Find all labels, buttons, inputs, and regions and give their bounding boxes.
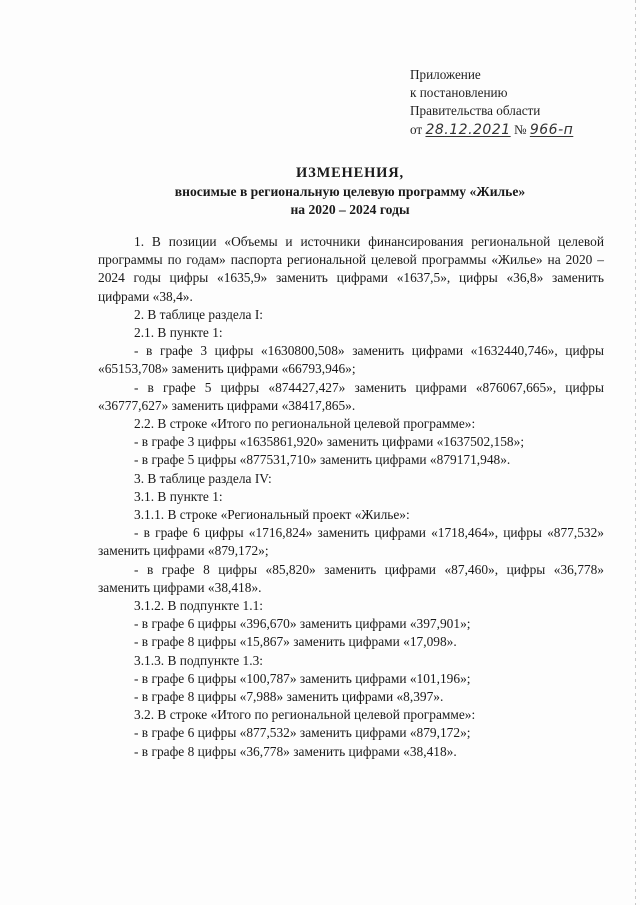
document-title-block [100, 163, 600, 219]
paragraph-3-2: 3.2. В строке «Итого по региональной целевой программе»: [134, 707, 476, 723]
paragraph-3-2-b: - в графе 8 цифры «36,778» заменить цифрами «38,418». [134, 743, 457, 759]
appendix-line-2: к постановлению [410, 85, 508, 101]
paragraph-2-1: 2.1. В пункте 1: [134, 325, 223, 341]
paragraph-3-1-2-a: - в графе 6 цифры «396,670» заменить цифрами «397,901»; [134, 616, 471, 632]
document-subtitle-line-2: на 2020 – 2024 годы [290, 202, 410, 217]
paragraph-3-1-3-a: - в графе 6 цифры «100,787» заменить цифрами «101,196»; [134, 670, 471, 686]
paragraph-3-2-a: - в графе 6 цифры «877,532» заменить цифрами «879,172»; [134, 725, 471, 741]
paragraph-3-1-2: 3.1.2. В подпункте 1.1: [134, 598, 264, 614]
paragraph-3-1-1-b: - в графе 8 цифры «85,820» заменить цифрами «87,460», цифры «36,778» заменить цифрами «38,418». [98, 561, 604, 595]
paragraph-2-2-a: - в графе 3 цифры «1635861,920» заменить цифрами «1637502,158»; [134, 434, 525, 450]
paragraph-2: 2. В таблице раздела I: [134, 306, 264, 322]
appendix-line-3: Правительства области [410, 103, 541, 119]
paragraph-2-2: 2.2. В строке «Итого по региональной целевой программе»: [134, 416, 476, 432]
appendix-block [410, 66, 630, 139]
paragraph-3-1: 3.1. В пункте 1: [134, 488, 223, 504]
paragraph-2-1-b: - в графе 5 цифры «874427,427» заменить цифрами «876067,665», цифры «36777,627» заменить цифрами «38417,865». [98, 379, 604, 413]
paragraph-3-1-3-b: - в графе 8 цифры «7,988» заменить цифрами «8,397». [134, 689, 444, 705]
paragraph-3: 3. В таблице раздела IV: [134, 470, 272, 486]
paragraph-3-1-2-b: - в графе 8 цифры «15,867» заменить цифрами «17,098». [134, 634, 457, 650]
paragraph-2-2-b: - в графе 5 цифры «877531,710» заменить цифрами «879171,948». [134, 452, 511, 468]
paragraph-3-1-1: 3.1.1. В строке «Региональный проект «Жилье»: [134, 507, 410, 523]
appendix-number-sign: № [513, 121, 527, 137]
paragraph-1: 1. В позиции «Объемы и источники финансирования региональной целевой программы по годам» паспорта региональной целевой программы «Жилье» на 2020 – 2024 годы цифры «1635,9» заменить цифрами «1637,5», цифры «36,8» заменить цифрами «38,4». [98, 234, 604, 304]
paragraph-2-1-a: - в графе 3 цифры «1630800,508» заменить цифрами «1632440,746», цифры «65153,708» заменить цифрами «66793,946»; [98, 343, 604, 377]
paragraph-3-1-3: 3.1.3. В подпункте 1.3: [134, 652, 264, 668]
appendix-line-1: Приложение [410, 67, 481, 82]
document-subtitle-line-1: вносимые в региональную целевую программу «Жилье» [174, 184, 526, 199]
scan-edge-marks [635, 0, 636, 905]
paragraph-3-1-1-a: - в графе 6 цифры «1716,824» заменить цифрами «1718,464», цифры «877,532» заменить цифрами «879,172»; [98, 525, 604, 559]
appendix-date-handwritten: 28.12.2021 [425, 121, 511, 138]
document-body [98, 233, 604, 761]
appendix-from-prefix: от [410, 121, 423, 137]
appendix-date-line [410, 121, 630, 139]
appendix-number-handwritten: 966-п [529, 121, 574, 138]
document-title: ИЗМЕНЕНИЯ, [296, 165, 404, 181]
